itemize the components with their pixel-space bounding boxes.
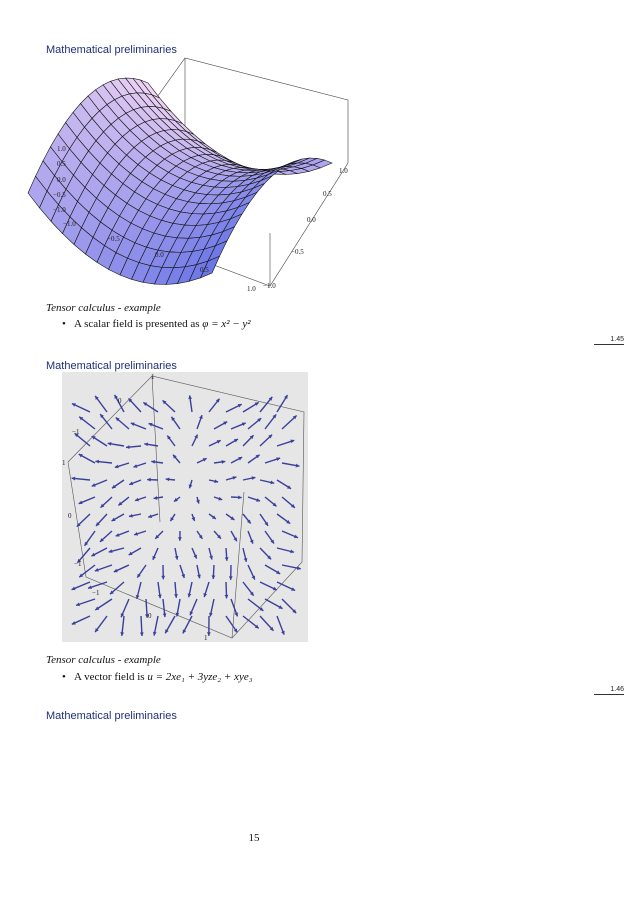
section-title-1: Mathematical preliminaries <box>46 44 177 56</box>
z-tick: −1.0 <box>53 206 66 214</box>
section-title-3: Mathematical preliminaries <box>46 710 177 722</box>
y-tick: −0.5 <box>291 248 304 256</box>
bullet-dot: • <box>62 671 66 683</box>
caption-1: Tensor calculus - example <box>46 302 161 314</box>
tick-top: 1 <box>151 373 155 381</box>
x-tick: 0.0 <box>155 251 164 259</box>
x-tick: 0.5 <box>200 266 209 274</box>
z-tick: 0.5 <box>57 160 66 168</box>
z-tick: −0.5 <box>53 191 66 199</box>
bullet-2 <box>62 671 253 683</box>
page-number: 15 <box>248 832 260 844</box>
tick-bottom: 0 <box>148 612 152 620</box>
y-tick: −1.0 <box>263 282 276 290</box>
y-tick: 0.0 <box>307 216 316 224</box>
section-title-2: Mathematical preliminaries <box>46 360 177 372</box>
x-tick: 1.0 <box>247 285 256 293</box>
vector-field-plot <box>62 372 308 642</box>
slide-number-1: 1.45 <box>594 336 624 345</box>
tick-bottom: 1 <box>204 634 208 642</box>
y-tick: 0.5 <box>323 190 332 198</box>
formula-scalar-field: φ = x² − y² <box>202 318 251 330</box>
bullet-1 <box>62 318 251 330</box>
bullet-dot: • <box>62 318 66 330</box>
y-tick: 1.0 <box>339 167 348 175</box>
bullet-text: A vector field is <box>74 671 145 683</box>
tick-left: 0 <box>68 512 72 520</box>
formula-vector-field: u = 2xe₁ + 3yze₂ + xye₃ <box>147 671 253 683</box>
z-tick: 0.0 <box>57 176 66 184</box>
tick-top: 0 <box>118 397 122 405</box>
tick-bottom: −1 <box>92 589 100 597</box>
tick-left: −1 <box>74 560 82 568</box>
scalar-field-surface-plot <box>55 58 355 294</box>
x-tick: −0.5 <box>107 235 120 243</box>
tick-top: −1 <box>72 428 80 436</box>
slide-number-2: 1.46 <box>594 686 624 695</box>
z-tick: 1.0 <box>57 145 66 153</box>
bullet-text: A scalar field is presented as <box>74 318 200 330</box>
x-tick: −1.0 <box>63 220 76 228</box>
plot-background <box>62 372 308 642</box>
tick-left: 1 <box>62 459 66 467</box>
surface-mesh <box>28 78 332 284</box>
caption-2: Tensor calculus - example <box>46 654 161 666</box>
